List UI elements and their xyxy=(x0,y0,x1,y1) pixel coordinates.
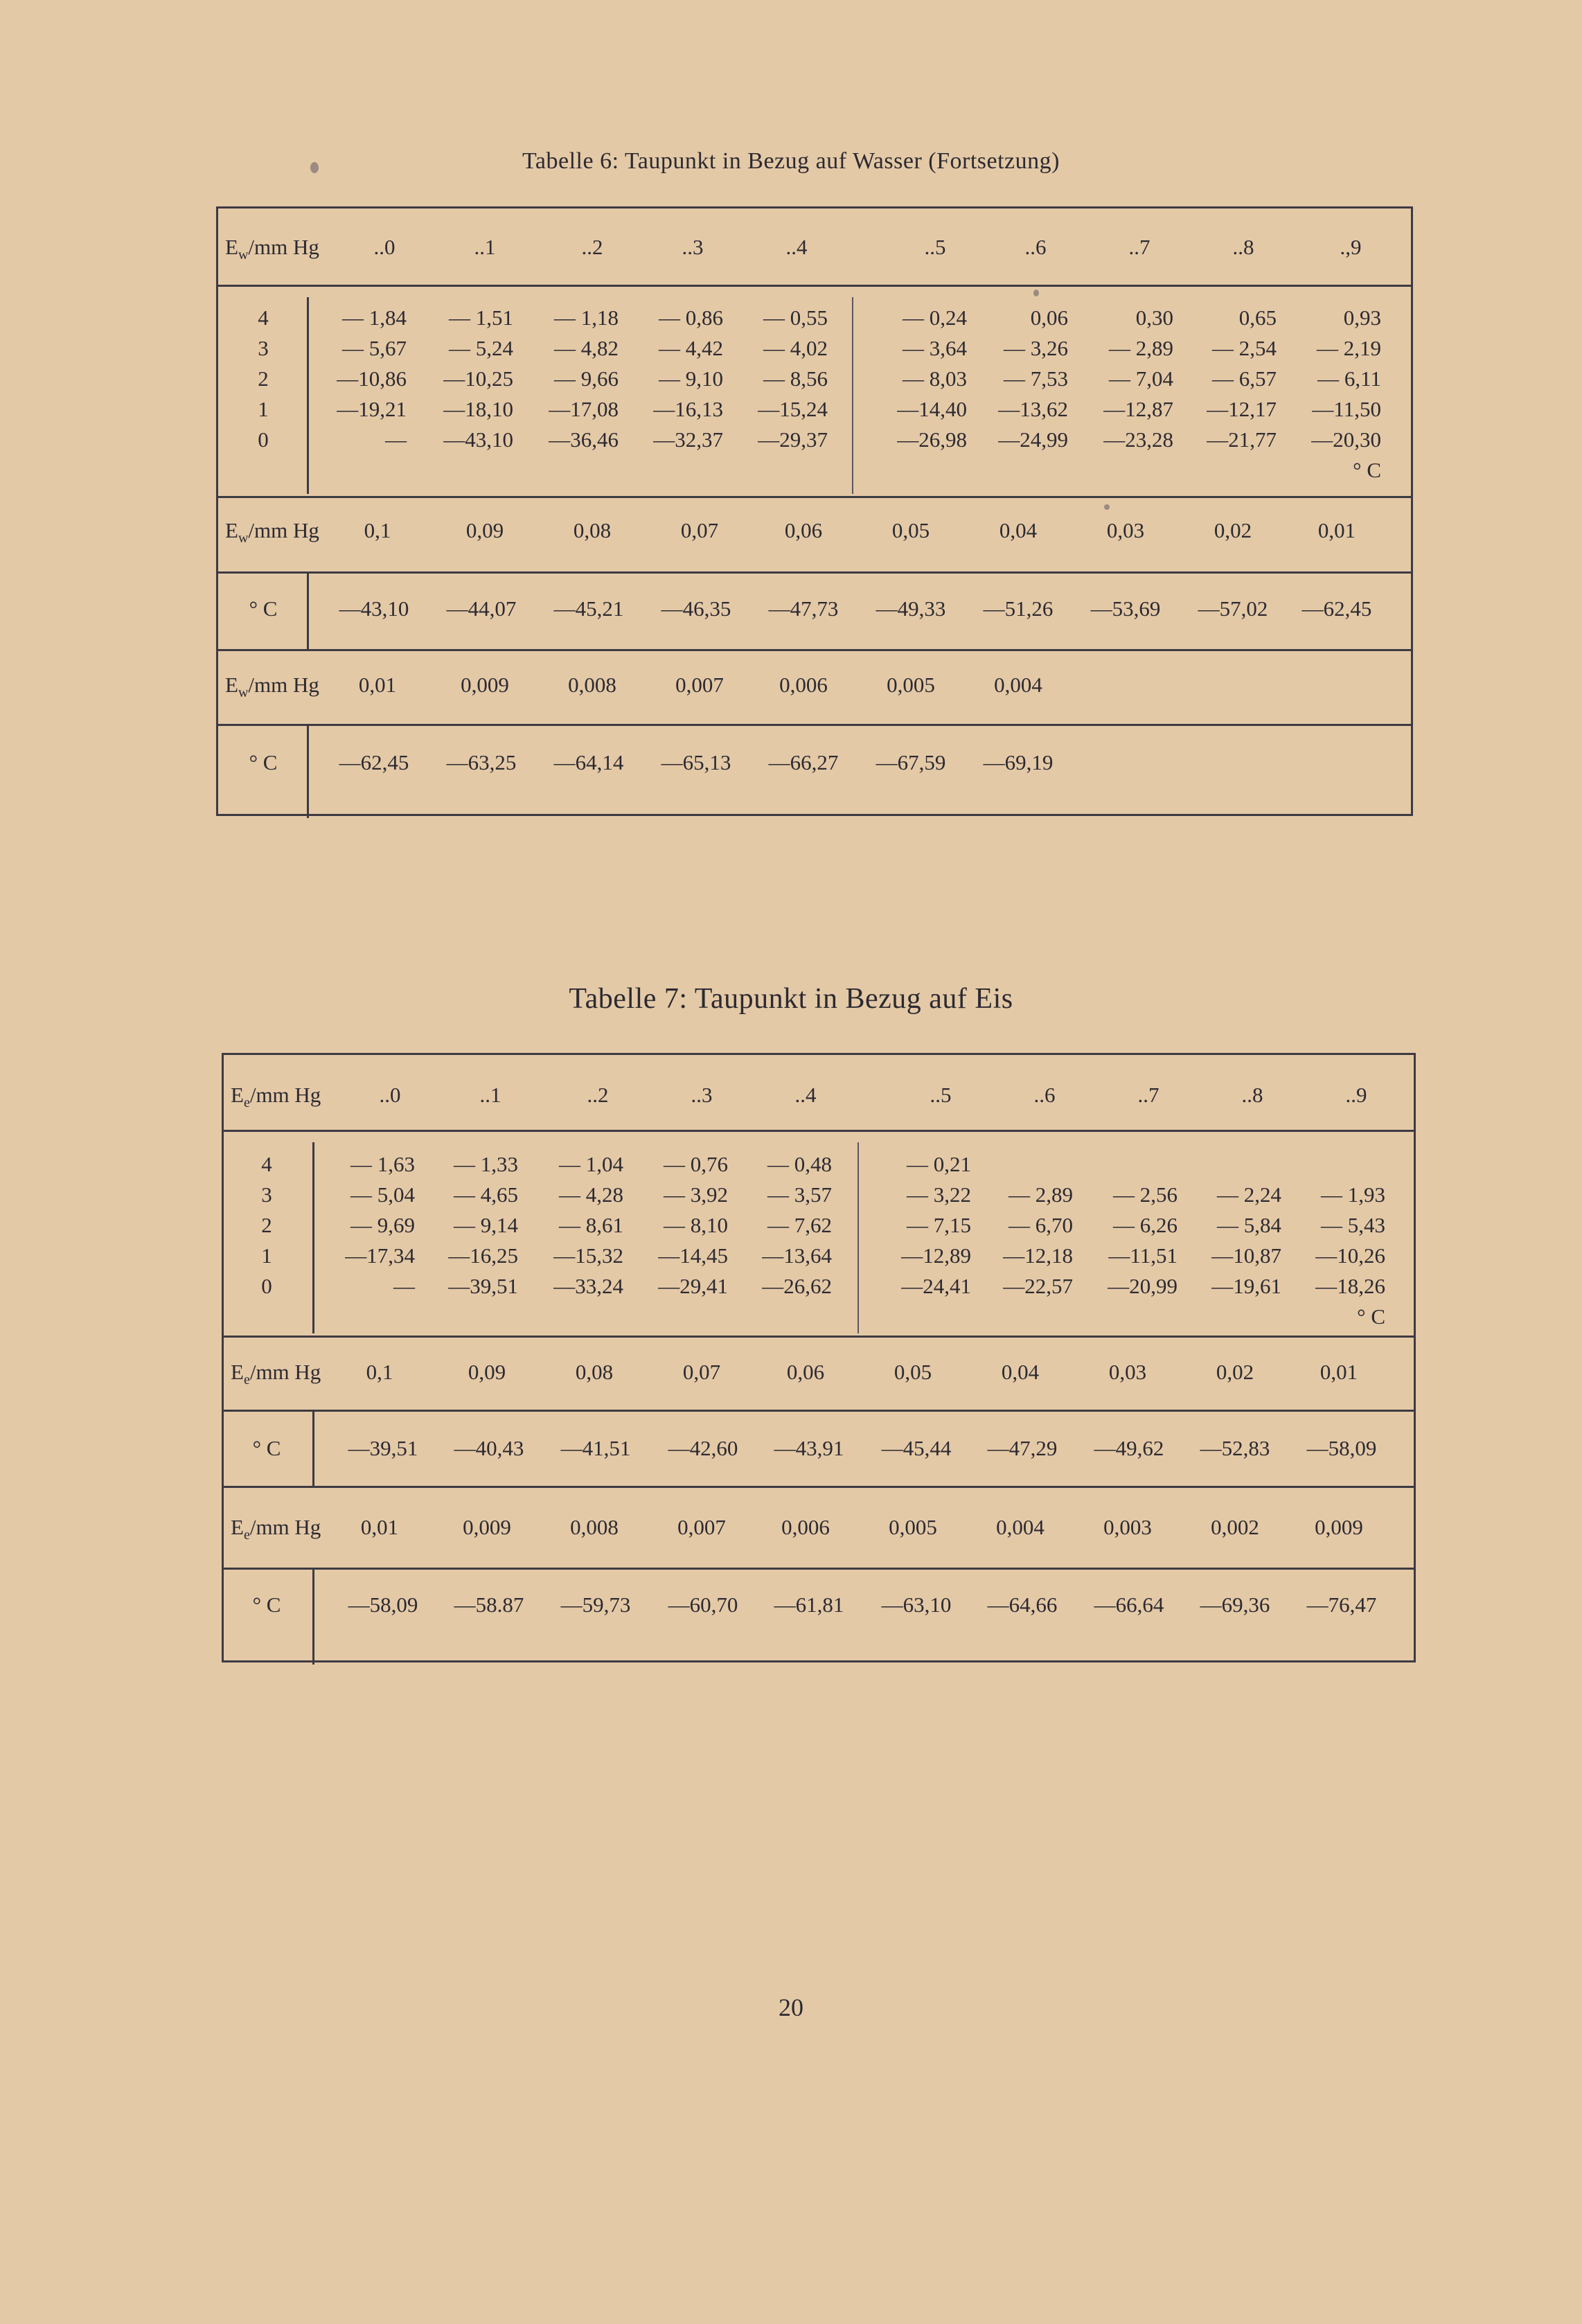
table-rule xyxy=(218,496,1411,498)
pressure-value: 0,005 xyxy=(889,1515,937,1539)
table-cell: —16,13 xyxy=(653,397,723,421)
table-cell: — 0,55 xyxy=(763,305,828,330)
dewpoint-value: —66,64 xyxy=(1094,1593,1164,1617)
column-header: ..5 xyxy=(924,235,946,259)
pressure-value: 0,03 xyxy=(1108,1360,1147,1384)
table-cell: —17,34 xyxy=(345,1243,415,1268)
table-cell: —13,64 xyxy=(762,1243,832,1268)
table-cell: —10,25 xyxy=(443,366,513,391)
table-cell: — 4,02 xyxy=(763,336,828,360)
table-rule xyxy=(218,724,1411,726)
table-cell: —14,40 xyxy=(897,397,967,421)
table-cell: —39,51 xyxy=(448,1274,518,1298)
column-header: ..8 xyxy=(1232,235,1254,259)
table-cell: — 7,62 xyxy=(767,1213,832,1237)
dewpoint-value: —49,62 xyxy=(1094,1436,1164,1460)
paper-speck xyxy=(310,162,319,173)
pressure-value: 0,04 xyxy=(999,518,1038,542)
table-cell: — 3,26 xyxy=(1004,336,1068,360)
table-cell: — 7,53 xyxy=(1004,366,1068,391)
column-header: ..9 xyxy=(1345,1083,1367,1107)
table-rule xyxy=(224,1336,1414,1338)
pressure-value: 0,01 xyxy=(1319,1360,1358,1384)
table-rule xyxy=(224,1568,1414,1570)
row-label: 0 xyxy=(258,427,269,452)
pressure-value: 0,005 xyxy=(887,673,935,697)
dewpoint-value: —43,91 xyxy=(774,1436,844,1460)
pressure-value: 0,006 xyxy=(779,673,828,697)
row-label: 4 xyxy=(258,305,269,330)
dewpoint-value: —69,36 xyxy=(1200,1593,1270,1617)
table-cell: —20,30 xyxy=(1311,427,1381,452)
table-cell: — 7,15 xyxy=(907,1213,971,1237)
paper-speck xyxy=(1033,290,1039,296)
table-rule xyxy=(218,571,1411,574)
celsius-note: ° C xyxy=(1353,458,1381,482)
table-cell: —12,17 xyxy=(1207,397,1277,421)
column-header: ..0 xyxy=(379,1083,401,1107)
column-header: ..5 xyxy=(930,1083,952,1107)
table-cell: — 0,21 xyxy=(907,1152,971,1176)
table-cell: —17,08 xyxy=(549,397,619,421)
row-label: 2 xyxy=(261,1213,272,1237)
table-cell: — 9,10 xyxy=(659,366,723,391)
table-cell: — 8,10 xyxy=(664,1213,728,1237)
table-cell: — 6,57 xyxy=(1212,366,1277,391)
column-divider xyxy=(857,1142,859,1333)
table6 xyxy=(216,206,1413,816)
column-rule xyxy=(312,1410,314,1486)
dewpoint-value: —39,51 xyxy=(348,1436,418,1460)
table-cell: —24,99 xyxy=(998,427,1068,452)
pressure-value: 0,008 xyxy=(568,673,616,697)
table-cell: — 8,61 xyxy=(559,1213,623,1237)
block3-unit-label: $E_e/mm$ Hg xyxy=(231,1515,321,1543)
pressure-value: 0,008 xyxy=(570,1515,619,1539)
dewpoint-value: —45,44 xyxy=(881,1436,952,1460)
row-label: 1 xyxy=(261,1243,272,1268)
table-cell: — 2,89 xyxy=(1109,336,1173,360)
dewpoint-value: —43,10 xyxy=(339,596,409,621)
table-cell: —18,26 xyxy=(1315,1274,1385,1298)
pressure-value: 0,08 xyxy=(573,518,612,542)
table-cell: — 6,26 xyxy=(1113,1213,1177,1237)
dewpoint-value: —76,47 xyxy=(1306,1593,1377,1617)
table-cell: —22,57 xyxy=(1003,1274,1073,1298)
pressure-value: 0,08 xyxy=(575,1360,614,1384)
table-rule xyxy=(218,285,1411,287)
dewpoint-value: —64,66 xyxy=(987,1593,1058,1617)
table-cell: —12,87 xyxy=(1103,397,1173,421)
dewpoint-value: —61,81 xyxy=(774,1593,844,1617)
pressure-value: 0,007 xyxy=(677,1515,726,1539)
celsius-note: ° C xyxy=(1357,1304,1385,1329)
table-cell: — 3,92 xyxy=(664,1182,728,1207)
table-cell: — 5,43 xyxy=(1321,1213,1385,1237)
table-cell: —20,99 xyxy=(1108,1274,1177,1298)
table-cell: —11,51 xyxy=(1108,1243,1177,1268)
column-header: ..1 xyxy=(479,1083,501,1107)
table-cell: —10,87 xyxy=(1211,1243,1281,1268)
dewpoint-value: —62,45 xyxy=(339,750,409,774)
dewpoint-value: —63,10 xyxy=(881,1593,952,1617)
column-rule xyxy=(307,571,309,649)
column-header: ..7 xyxy=(1128,235,1150,259)
dewpoint-value: —67,59 xyxy=(876,750,946,774)
dewpoint-value: —59,73 xyxy=(560,1593,631,1617)
table-cell: —43,10 xyxy=(443,427,513,452)
table-cell: — 2,24 xyxy=(1217,1182,1281,1207)
table-cell: — 3,64 xyxy=(903,336,967,360)
table-cell: —16,25 xyxy=(448,1243,518,1268)
dewpoint-value: —62,45 xyxy=(1301,596,1372,621)
dewpoint-value: —58.87 xyxy=(454,1593,524,1617)
table-cell: — 2,89 xyxy=(1008,1182,1073,1207)
table-rule xyxy=(218,649,1411,651)
dewpoint-value: —64,14 xyxy=(553,750,624,774)
table-cell: —32,37 xyxy=(653,427,723,452)
table-cell: —23,28 xyxy=(1103,427,1173,452)
dewpoint-value: —65,13 xyxy=(661,750,731,774)
table-cell: — 4,82 xyxy=(554,336,619,360)
table-cell: —12,89 xyxy=(901,1243,971,1268)
column-header: ..1 xyxy=(474,235,496,259)
pressure-value: 0,04 xyxy=(1001,1360,1040,1384)
dewpoint-value: —49,33 xyxy=(876,596,946,621)
table-cell: —12,18 xyxy=(1003,1243,1073,1268)
celsius-label: ° C xyxy=(249,596,278,621)
dewpoint-value: —63,25 xyxy=(446,750,517,774)
table-cell: — 3,57 xyxy=(767,1182,832,1207)
table-cell: — 8,03 xyxy=(903,366,967,391)
table-cell: — 1,33 xyxy=(454,1152,518,1176)
table-cell: — 7,04 xyxy=(1109,366,1173,391)
pressure-value: 0,009 xyxy=(1315,1515,1363,1539)
table-rule xyxy=(224,1486,1414,1488)
table-cell: —19,21 xyxy=(337,397,407,421)
pressure-value: 0,1 xyxy=(366,1360,393,1384)
dewpoint-value: —41,51 xyxy=(560,1436,631,1460)
table7-caption: Tabelle 7: Taupunkt in Bezug auf Eis xyxy=(569,983,1013,1015)
table-cell: — xyxy=(393,1274,415,1298)
table-cell: —29,37 xyxy=(758,427,828,452)
table-cell: — 3,22 xyxy=(907,1182,971,1207)
dewpoint-value: —47,29 xyxy=(987,1436,1058,1460)
column-rule xyxy=(312,1568,314,1665)
pressure-value: 0,006 xyxy=(781,1515,830,1539)
column-header: ..4 xyxy=(785,235,808,259)
column-header: ..3 xyxy=(682,235,704,259)
dewpoint-value: —42,60 xyxy=(668,1436,738,1460)
dewpoint-value: —40,43 xyxy=(454,1436,524,1460)
column-header: ..2 xyxy=(587,1083,609,1107)
column-header: ..2 xyxy=(581,235,603,259)
dewpoint-value: —69,19 xyxy=(983,750,1054,774)
pressure-value: 0,01 xyxy=(358,673,397,697)
table-cell: — 5,67 xyxy=(342,336,407,360)
table-cell: —36,46 xyxy=(549,427,619,452)
table-cell: — 1,63 xyxy=(350,1152,415,1176)
table-cell: —29,41 xyxy=(658,1274,728,1298)
dewpoint-value: —51,26 xyxy=(983,596,1054,621)
table-cell: — 5,04 xyxy=(350,1182,415,1207)
row-label: 3 xyxy=(261,1182,272,1207)
page-number: 20 xyxy=(779,1994,803,2021)
table-cell: — 9,66 xyxy=(554,366,619,391)
column-header: ..6 xyxy=(1033,1083,1056,1107)
pressure-value: 0,007 xyxy=(675,673,724,697)
dewpoint-value: —57,02 xyxy=(1198,596,1268,621)
dewpoint-value: —58,09 xyxy=(348,1593,418,1617)
pressure-value: 0,004 xyxy=(996,1515,1045,1539)
pressure-value: 0,09 xyxy=(468,1360,506,1384)
table-cell: —11,50 xyxy=(1312,397,1381,421)
table-cell: — 1,18 xyxy=(554,305,619,330)
table-cell: —24,41 xyxy=(901,1274,971,1298)
pressure-value: 0,06 xyxy=(786,1360,825,1384)
table-cell: — 6,11 xyxy=(1317,366,1381,391)
dewpoint-value: —46,35 xyxy=(661,596,731,621)
row-label: 4 xyxy=(261,1152,272,1176)
table-cell: — 5,84 xyxy=(1217,1213,1281,1237)
pressure-value: 0,09 xyxy=(465,518,504,542)
table-cell: —26,98 xyxy=(897,427,967,452)
table-cell: — 0,24 xyxy=(903,305,967,330)
table-cell: — 1,51 xyxy=(449,305,513,330)
row-label: 0 xyxy=(261,1274,272,1298)
pressure-value: 0,07 xyxy=(682,1360,721,1384)
pressure-value: 0,1 xyxy=(364,518,391,542)
dewpoint-value: —52,83 xyxy=(1200,1436,1270,1460)
table-cell: 0,30 xyxy=(1135,305,1173,330)
column-header: ..8 xyxy=(1241,1083,1263,1107)
table-cell: — 1,04 xyxy=(559,1152,623,1176)
table-cell: 0,93 xyxy=(1343,305,1381,330)
dewpoint-value: —53,69 xyxy=(1090,596,1161,621)
row-label: 2 xyxy=(258,366,269,391)
column-divider xyxy=(852,297,853,494)
table-cell: 0,06 xyxy=(1030,305,1068,330)
pressure-value: 0,004 xyxy=(994,673,1042,697)
table-cell: —26,62 xyxy=(762,1274,832,1298)
table-cell: — 1,84 xyxy=(342,305,407,330)
table-cell: —15,24 xyxy=(758,397,828,421)
celsius-label: ° C xyxy=(252,1593,281,1617)
block2-unit-label: $E_w/mm$ Hg xyxy=(225,518,319,547)
table-cell: —21,77 xyxy=(1207,427,1277,452)
pressure-value: 0,06 xyxy=(784,518,823,542)
table-cell: — 4,42 xyxy=(659,336,723,360)
table-cell: — 8,56 xyxy=(763,366,828,391)
column-header: ..6 xyxy=(1024,235,1047,259)
dewpoint-value: —58,09 xyxy=(1306,1436,1377,1460)
pressure-value: 0,03 xyxy=(1106,518,1145,542)
table-cell: — 2,19 xyxy=(1317,336,1381,360)
column-header: ..0 xyxy=(373,235,396,259)
table-cell: — 2,56 xyxy=(1113,1182,1177,1207)
block2-unit-label: $E_e/mm$ Hg xyxy=(231,1360,321,1388)
table-rule xyxy=(224,1410,1414,1412)
pressure-value: 0,002 xyxy=(1211,1515,1259,1539)
table-cell: —33,24 xyxy=(553,1274,623,1298)
table-cell: 0,65 xyxy=(1238,305,1277,330)
pressure-value: 0,01 xyxy=(360,1515,399,1539)
row-label: 3 xyxy=(258,336,269,360)
dewpoint-value: —60,70 xyxy=(668,1593,738,1617)
table-rule xyxy=(224,1130,1414,1132)
pressure-value: 0,02 xyxy=(1216,1360,1254,1384)
row-label: 1 xyxy=(258,397,269,421)
pressure-value: 0,05 xyxy=(894,1360,932,1384)
column-header: ..3 xyxy=(691,1083,713,1107)
table-cell: — 1,93 xyxy=(1321,1182,1385,1207)
table6-caption: Tabelle 6: Taupunkt in Bezug auf Wasser (Fortsetzung) xyxy=(522,148,1060,174)
pressure-value: 0,009 xyxy=(463,1515,511,1539)
table-cell: — 0,86 xyxy=(659,305,723,330)
celsius-label: ° C xyxy=(252,1436,281,1460)
pressure-value: 0,02 xyxy=(1214,518,1252,542)
column-header: .,9 xyxy=(1340,235,1362,259)
celsius-label: ° C xyxy=(249,750,278,774)
table-cell: —13,62 xyxy=(998,397,1068,421)
table-cell: — 4,28 xyxy=(559,1182,623,1207)
dewpoint-value: —44,07 xyxy=(446,596,517,621)
table-cell: — 9,14 xyxy=(454,1213,518,1237)
dewpoint-value: —47,73 xyxy=(768,596,839,621)
paper-speck xyxy=(1104,504,1110,510)
table-cell: —14,45 xyxy=(658,1243,728,1268)
pressure-value: 0,01 xyxy=(1317,518,1356,542)
table7 xyxy=(222,1053,1416,1662)
table-cell: —10,86 xyxy=(337,366,407,391)
pressure-value: 0,07 xyxy=(680,518,719,542)
table-cell: —19,61 xyxy=(1211,1274,1281,1298)
column-header: ..7 xyxy=(1137,1083,1159,1107)
header-unit: $E_e/mm$ Hg xyxy=(231,1083,321,1111)
pressure-value: 0,009 xyxy=(461,673,509,697)
table-cell: — 6,70 xyxy=(1008,1213,1073,1237)
dewpoint-value: —66,27 xyxy=(768,750,839,774)
table-cell: — 2,54 xyxy=(1212,336,1277,360)
header-unit: $E_w/mm$ Hg xyxy=(225,235,319,263)
table-cell: — 9,69 xyxy=(350,1213,415,1237)
pressure-value: 0,05 xyxy=(891,518,930,542)
table-cell: — 0,48 xyxy=(767,1152,832,1176)
table-cell: —18,10 xyxy=(443,397,513,421)
table-cell: — 4,65 xyxy=(454,1182,518,1207)
pressure-value: 0,003 xyxy=(1103,1515,1152,1539)
column-rule xyxy=(307,724,309,818)
column-header: ..4 xyxy=(794,1083,817,1107)
table-cell: — 5,24 xyxy=(449,336,513,360)
table-cell: — xyxy=(385,427,407,452)
block3-unit-label: $E_w/mm$ Hg xyxy=(225,673,319,701)
table-cell: —10,26 xyxy=(1315,1243,1385,1268)
dewpoint-value: —45,21 xyxy=(553,596,624,621)
table-cell: — 0,76 xyxy=(664,1152,728,1176)
table-cell: —15,32 xyxy=(553,1243,623,1268)
